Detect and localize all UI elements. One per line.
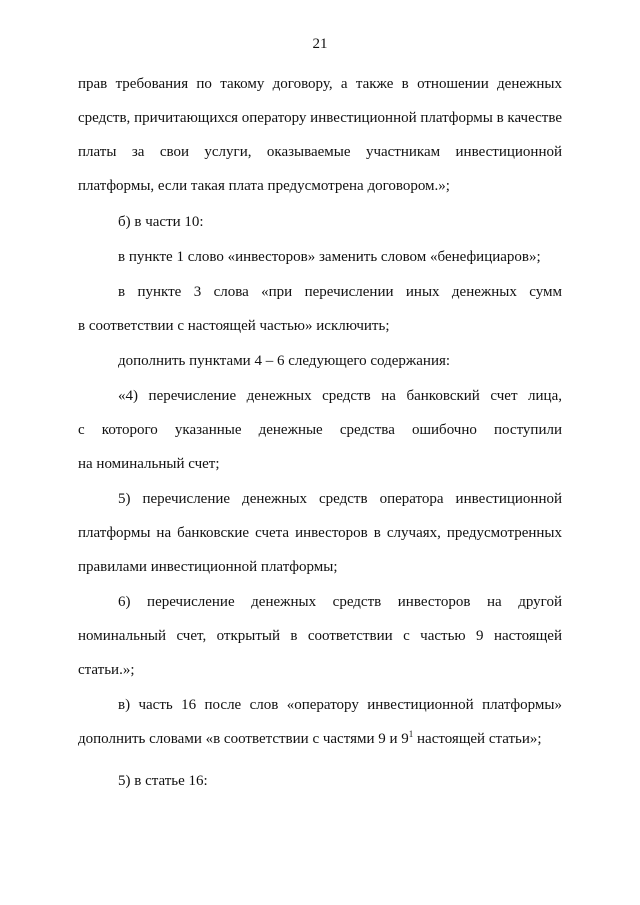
text-line: «4) перечисление денежных средств на банковский счет лица, [118,388,562,404]
text-line: прав требования по такому договору, а также в отношении денежных [78,76,562,92]
text-line: статьи.»; [78,662,135,678]
page-number: 21 [312,36,328,52]
text-line: платформы, если такая плата предусмотрена договором.»; [78,178,450,194]
text-line: в пункте 3 слова «при перечислении иных денежных сумм [118,284,562,300]
text-line: в соответствии с настоящей частью» исключить; [78,318,390,334]
paragraph-new-item-6 [78,585,562,687]
text-line: средств, причитающихся оператору инвестиционной платформы в качестве [78,110,562,126]
text-fragment: настоящей статьи»; [413,731,542,747]
paragraph-item-1 [78,240,562,274]
text-line: 5) в статье 16: [118,773,208,789]
text-fragment: дополнить словами «в соответствии с частями 9 и 9 [78,731,409,747]
text-line: платформы на банковские счета инвесторов в случаях, предусмотренных [78,525,562,541]
paragraph-article-16 [78,764,562,798]
text-line: платы за свои услуги, оказываемые участникам инвестиционной [78,144,562,160]
paragraph-new-item-5 [78,482,562,584]
paragraph-new-item-4 [78,379,562,481]
text-line: в) часть 16 после слов «оператору инвестиционной платформы» [118,697,562,713]
text-line: в пункте 1 слово «инвесторов» заменить словом «бенефициаров»; [118,249,541,265]
text-line: на номинальный счет; [78,456,220,472]
text-line: правилами инвестиционной платформы; [78,559,338,575]
text-line: б) в части 10: [118,214,204,230]
text-line: 5) перечисление денежных средств оператора инвестиционной [118,491,562,507]
paragraph-item-3 [78,275,562,343]
paragraph-subpoint-b [78,205,562,239]
paragraph-add-items [78,344,562,378]
superscript: 1 [408,729,414,739]
text-line: 6) перечисление денежных средств инвесторов на другой [118,594,562,610]
paragraph-subpoint-v [78,688,562,756]
text-line: номинальный счет, открытый в соответствии с частью 9 настоящей [78,628,562,644]
paragraph-continuation [78,67,562,203]
text-line: с которого указанные денежные средства ошибочно поступили [78,422,562,438]
text-line [78,722,562,756]
text-line: дополнить пунктами 4 – 6 следующего содержания: [118,353,451,369]
